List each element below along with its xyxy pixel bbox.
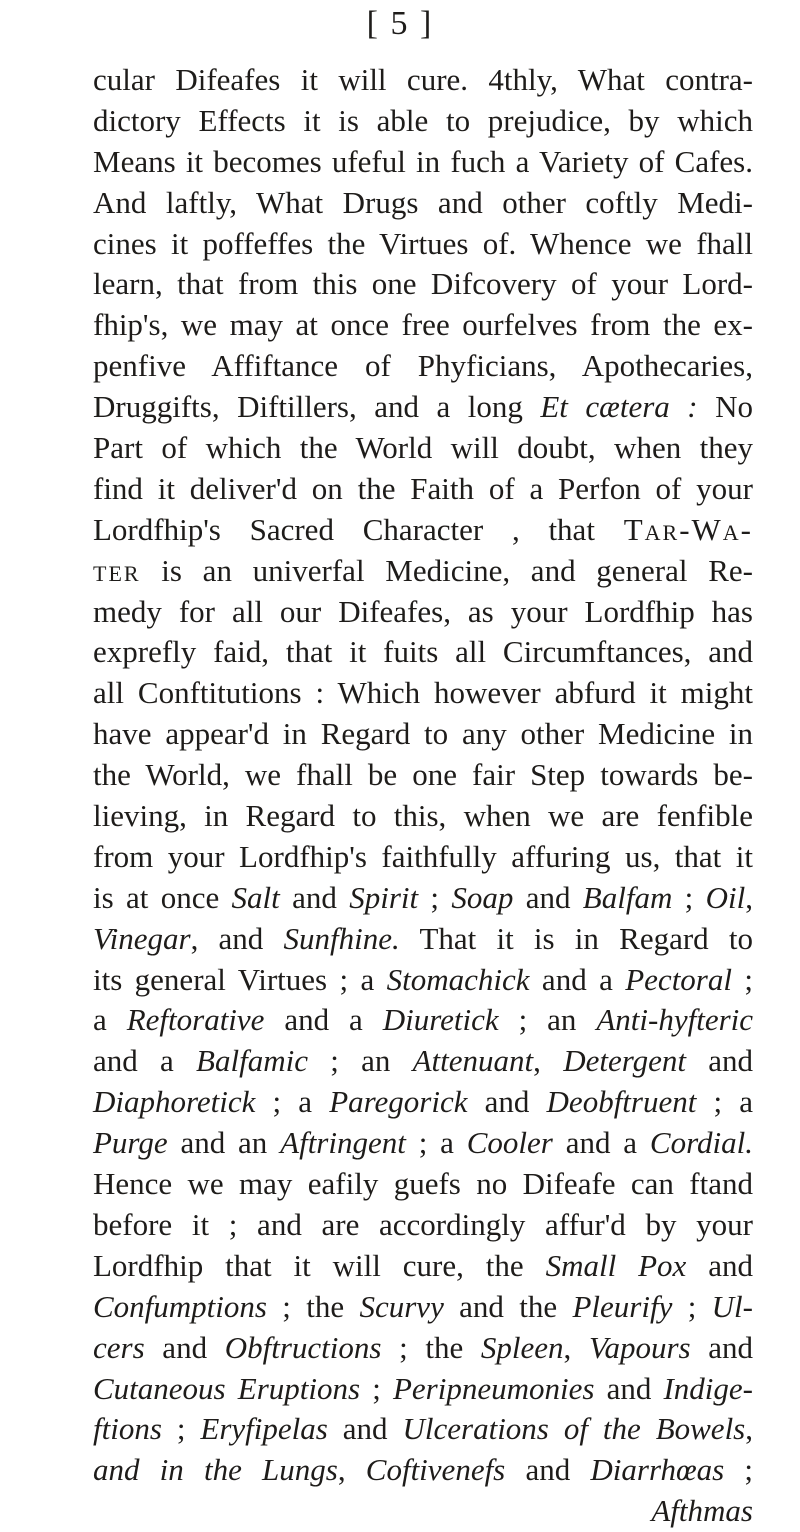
page-number: [ 5 ] — [366, 5, 434, 42]
text-line — [93, 673, 753, 714]
text-run: before it ; and are accordingly affur'd by your — [93, 1206, 753, 1242]
italic-text: Attenuant — [412, 1043, 534, 1079]
text-line — [93, 510, 753, 551]
italic-text: Balfam — [582, 879, 673, 915]
text-run: and an — [167, 1125, 281, 1161]
text-run: Druggifts, Diftillers, and a long — [93, 389, 541, 425]
text-run: cines it poffeffes the Virtues of. Whence we fhall — [93, 225, 753, 261]
text-line — [93, 960, 753, 1001]
italic-text: Diaphoretick — [93, 1084, 256, 1120]
text-line — [93, 142, 753, 183]
italic-text: Paregorick — [329, 1084, 468, 1120]
text-run: ; — [731, 961, 753, 997]
italic-text: Vinegar — [93, 920, 191, 956]
text-run: and — [513, 879, 583, 915]
italic-text: Ul- — [711, 1288, 753, 1324]
italic-text: Vapours — [588, 1329, 691, 1365]
text-run: , — [745, 879, 753, 915]
text-line — [93, 551, 753, 592]
text-run: , — [337, 1452, 366, 1488]
text-run: Lordfhip that it will cure, the — [93, 1247, 546, 1283]
text-run: ; the — [266, 1288, 360, 1324]
italic-text: cers — [93, 1329, 145, 1365]
text-line — [93, 1041, 753, 1082]
italic-text: Ulcerations of the Bowels — [402, 1411, 746, 1447]
text-run: a — [93, 1002, 127, 1038]
text-line — [93, 224, 753, 265]
text-run: and — [686, 1247, 754, 1283]
text-run: ; an — [498, 1002, 597, 1038]
text-line — [93, 714, 753, 755]
italic-text: Aftringent — [280, 1125, 406, 1161]
text-line — [93, 428, 753, 469]
italic-text: Stomachick — [386, 961, 530, 997]
text-line — [93, 264, 753, 305]
text-run: , — [563, 1329, 589, 1365]
text-line — [93, 1000, 753, 1041]
italic-text: Pectoral — [625, 961, 732, 997]
text-line — [93, 632, 753, 673]
text-line — [93, 837, 753, 878]
text-run: and a — [529, 961, 626, 997]
text-line — [93, 1328, 753, 1369]
text-run: cular Difeafes it will cure. 4thly, What contra- — [93, 62, 753, 97]
italic-text: Detergent — [563, 1043, 686, 1079]
italic-text: Sunfhine. — [283, 920, 400, 956]
italic-text: Eryfipelas — [200, 1411, 328, 1447]
text-run: penfive Affiftance of Phyficians, Apothecaries, — [93, 348, 753, 384]
text-run: and — [279, 879, 350, 915]
text-line — [93, 1450, 753, 1491]
body-text — [93, 60, 753, 1532]
italic-text: and in the Lungs — [93, 1452, 338, 1488]
text-run: ; the — [381, 1329, 481, 1365]
text-line — [93, 387, 753, 428]
text-line — [93, 183, 753, 224]
text-run: from your Lordfhip's faithfully affuring us, that it — [93, 838, 753, 874]
text-run: ; — [724, 1452, 753, 1488]
text-run: No — [697, 389, 753, 425]
text-run: and — [327, 1411, 403, 1447]
text-run: ; — [672, 879, 706, 915]
italic-text: Et cætera : — [540, 389, 698, 425]
text-run: and the — [443, 1288, 573, 1324]
text-run: exprefly faid, that it fuits all Circumftances, and — [93, 634, 753, 670]
text-run: and — [467, 1084, 547, 1120]
text-run: ; an — [307, 1043, 413, 1079]
italic-text: Cooler — [466, 1125, 553, 1161]
text-line — [93, 1409, 753, 1450]
text-run: , — [533, 1043, 564, 1079]
italic-text: Confumptions — [93, 1288, 267, 1324]
small-caps-text: Tar-Wa- — [623, 511, 753, 547]
italic-text: Soap — [451, 879, 514, 915]
small-caps-text: ter — [93, 552, 141, 588]
text-run: medy for all our Difeafes, as your Lordfhip has — [93, 593, 753, 629]
text-run: is at once — [93, 879, 232, 915]
text-run: ; — [161, 1411, 201, 1447]
text-run: Part of which the World will doubt, when they — [93, 430, 753, 466]
italic-text: Indige- — [663, 1370, 753, 1406]
italic-text: Salt — [231, 879, 280, 915]
text-run: and a — [93, 1043, 197, 1079]
italic-text: Cordial. — [649, 1125, 753, 1161]
text-run: ; — [672, 1288, 712, 1324]
text-run: lieving, in Regard to this, when we are fenfible — [93, 798, 753, 834]
text-run: Lordfhip's Sacred Character , that — [93, 511, 624, 547]
text-run: Means it becomes ufeful in fuch a Variety of Cafes. — [93, 143, 753, 179]
text-line — [93, 592, 753, 633]
text-run: and a — [552, 1125, 650, 1161]
text-line — [93, 469, 753, 510]
italic-text: Coftivenefs — [365, 1452, 506, 1488]
italic-text: ftions — [93, 1411, 162, 1447]
italic-text: Diuretick — [382, 1002, 499, 1038]
text-line — [93, 1287, 753, 1328]
text-line — [93, 755, 753, 796]
italic-text: Spirit — [349, 879, 419, 915]
text-run: dictory Effects it is able to prejudice, by which — [93, 102, 753, 138]
italic-text: Afthmas — [651, 1493, 753, 1529]
italic-text: Balfamic — [196, 1043, 308, 1079]
italic-text: Small Pox — [545, 1247, 687, 1283]
text-run: ; a — [405, 1125, 467, 1161]
text-run: is an univerfal Medicine, and general Re- — [140, 552, 753, 588]
text-line — [93, 101, 753, 142]
text-line — [93, 919, 753, 960]
text-run: have appear'd in Regard to any other Medicine in — [93, 716, 753, 752]
italic-text: Spleen — [480, 1329, 564, 1365]
text-run: and — [686, 1043, 754, 1079]
text-line — [93, 305, 753, 346]
text-line — [93, 346, 753, 387]
italic-text: Scurvy — [359, 1288, 444, 1324]
italic-text: Pleurify — [572, 1288, 673, 1324]
text-line — [93, 1164, 753, 1205]
text-line — [93, 1491, 753, 1532]
italic-text: Peripneumonies — [392, 1370, 595, 1406]
italic-text: Cutaneous Eruptions — [93, 1370, 361, 1406]
text-run: and — [594, 1370, 664, 1406]
text-run: And laftly, What Drugs and other coftly Medi- — [93, 184, 753, 220]
text-line — [93, 1123, 753, 1164]
text-run: and — [690, 1329, 753, 1365]
italic-text: Diarrhœas — [590, 1452, 725, 1488]
text-run: all Conftitutions : Which however abfurd it might — [93, 675, 753, 711]
text-run: , — [745, 1411, 753, 1447]
text-run: ; — [418, 879, 452, 915]
italic-text: Anti-hyfteric — [596, 1002, 754, 1038]
italic-text: Reftorative — [126, 1002, 265, 1038]
text-run: its general Virtues ; a — [93, 961, 387, 997]
italic-text: Deobftruent — [546, 1084, 697, 1120]
italic-text: Oil — [705, 879, 746, 915]
text-line — [93, 60, 753, 101]
text-run: and — [144, 1329, 225, 1365]
text-run: and a — [264, 1002, 383, 1038]
text-line — [93, 1369, 753, 1410]
italic-text: Purge — [93, 1125, 168, 1161]
text-run: ; a — [696, 1084, 753, 1120]
text-line — [93, 1246, 753, 1287]
text-run: the World, we fhall be one fair Step towards be- — [93, 757, 753, 793]
text-line — [93, 1205, 753, 1246]
text-line — [93, 1082, 753, 1123]
italic-text: Obftructions — [224, 1329, 382, 1365]
text-line — [93, 796, 753, 837]
text-line — [93, 878, 753, 919]
text-run: That it is in Regard to — [399, 920, 753, 956]
text-run: find it deliver'd on the Faith of a Perfon of your — [93, 470, 753, 506]
text-run: ; a — [255, 1084, 330, 1120]
text-run: , and — [190, 920, 284, 956]
text-run: learn, that from this one Difcovery of your Lord- — [93, 266, 753, 302]
text-run: Hence we may eafily guefs no Difeafe can ftand — [93, 1166, 753, 1202]
text-run: ; — [360, 1370, 393, 1406]
text-run: and — [505, 1452, 591, 1488]
text-run: fhip's, we may at once free ourfelves from the ex- — [93, 307, 753, 343]
